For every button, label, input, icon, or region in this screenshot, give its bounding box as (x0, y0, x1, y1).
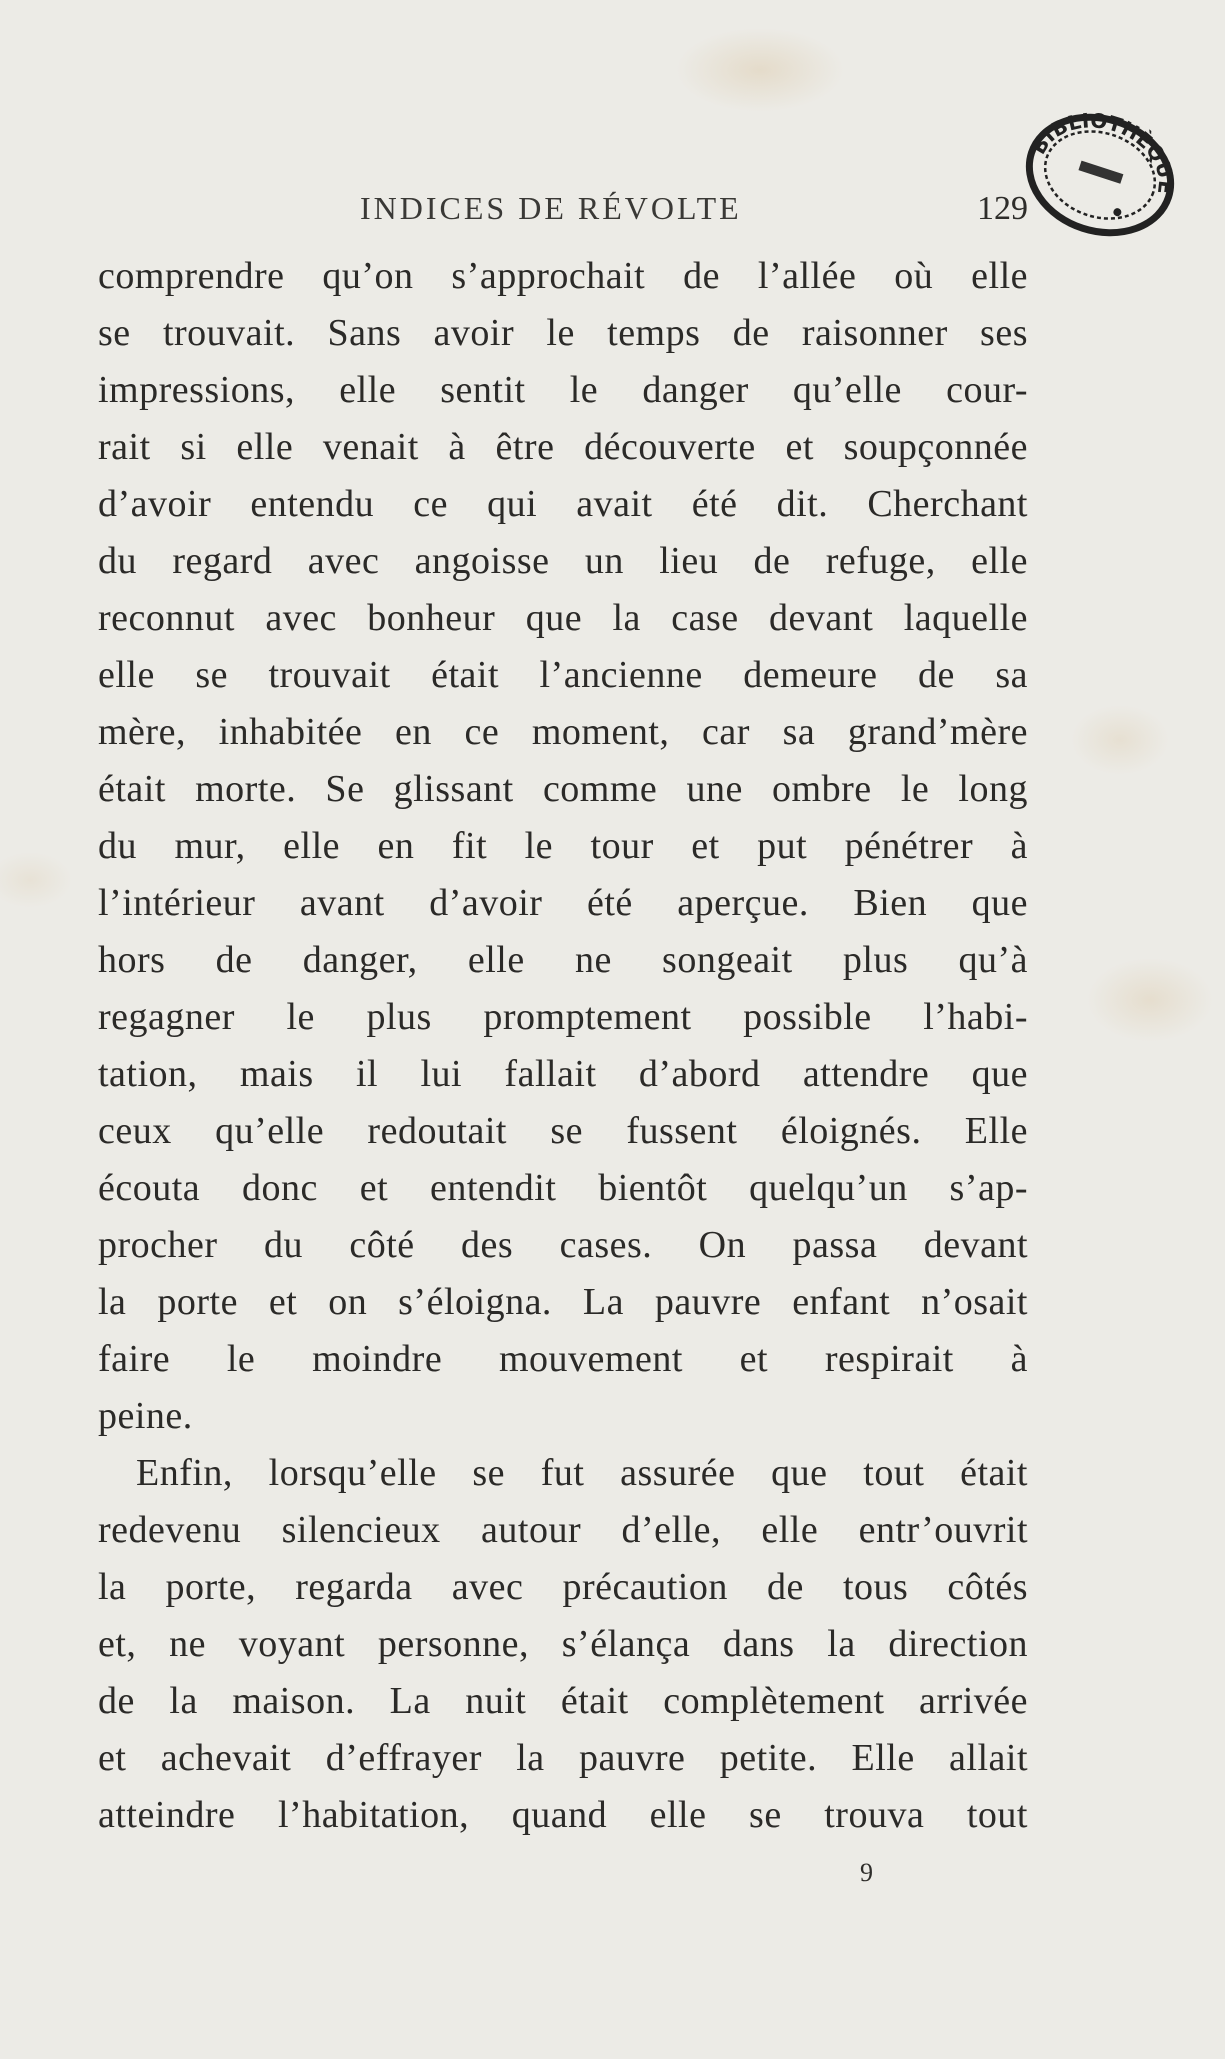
text-line: hors de danger, elle ne songeait plus qu’à (98, 939, 1028, 981)
paragraph-2 (98, 1445, 1028, 1844)
signature-mark: 9 (860, 1858, 873, 1887)
library-stamp-icon (1000, 95, 1200, 255)
text-line: Enfin, lorsqu’elle se fut assurée que tout était (136, 1452, 1028, 1494)
text-line: était morte. Se glissant comme une ombre le long (98, 768, 1028, 810)
text-line: peine. (98, 1395, 193, 1437)
text-line: rait si elle venait à être découverte et soupçonnée (98, 426, 1028, 468)
text-line: procher du côté des cases. On passa devant (98, 1224, 1028, 1266)
text-line: et achevait d’effrayer la pauvre petite. Elle allait (98, 1737, 1028, 1779)
body-text (98, 248, 1028, 1844)
running-header (98, 190, 1028, 236)
text-line: du regard avec angoisse un lieu de refuge, elle (98, 540, 1028, 582)
text-line: et, ne voyant personne, s’élança dans la direction (98, 1623, 1028, 1665)
text-line: comprendre qu’on s’approchait de l’allée où elle (98, 255, 1028, 297)
text-line: impressions, elle sentit le danger qu’elle cour- (98, 369, 1028, 411)
stamp-text: BIBLIOTHÈQUE (1026, 108, 1179, 196)
text-line: regagner le plus promptement possible l’habi- (98, 996, 1028, 1038)
text-line: l’intérieur avant d’avoir été aperçue. Bien que (98, 882, 1028, 924)
text-line: ceux qu’elle redoutait se fussent éloignés. Elle (98, 1110, 1028, 1152)
text-line: redevenu silencieux autour d’elle, elle entr’ouvrit (98, 1509, 1028, 1551)
text-line: reconnut avec bonheur que la case devant laquelle (98, 597, 1028, 639)
text-line: de la maison. La nuit était complètement arrivée (98, 1680, 1028, 1722)
text-line: faire le moindre mouvement et respirait à (98, 1338, 1028, 1380)
text-line: d’avoir entendu ce qui avait été dit. Cherchant (98, 483, 1028, 525)
text-line: atteindre l’habitation, quand elle se trouva tout (98, 1794, 1028, 1836)
running-title: INDICES DE RÉVOLTE (360, 190, 742, 226)
text-line: la porte, regarda avec précaution de tous côtés (98, 1566, 1028, 1608)
text-line: mère, inhabitée en ce moment, car sa grand’mère (98, 711, 1028, 753)
text-line: écouta donc et entendit bientôt quelqu’un s’ap- (98, 1167, 1028, 1209)
page-number: 129 (977, 190, 1028, 227)
paragraph-1 (98, 248, 1028, 1445)
text-line: se trouvait. Sans avoir le temps de raisonner ses (98, 312, 1028, 354)
text-line: elle se trouvait était l’ancienne demeure de sa (98, 654, 1028, 696)
text-line: tation, mais il lui fallait d’abord attendre que (98, 1053, 1028, 1095)
text-line: du mur, elle en fit le tour et put pénétrer à (98, 825, 1028, 867)
text-line: la porte et on s’éloigna. La pauvre enfant n’osait (98, 1281, 1028, 1323)
